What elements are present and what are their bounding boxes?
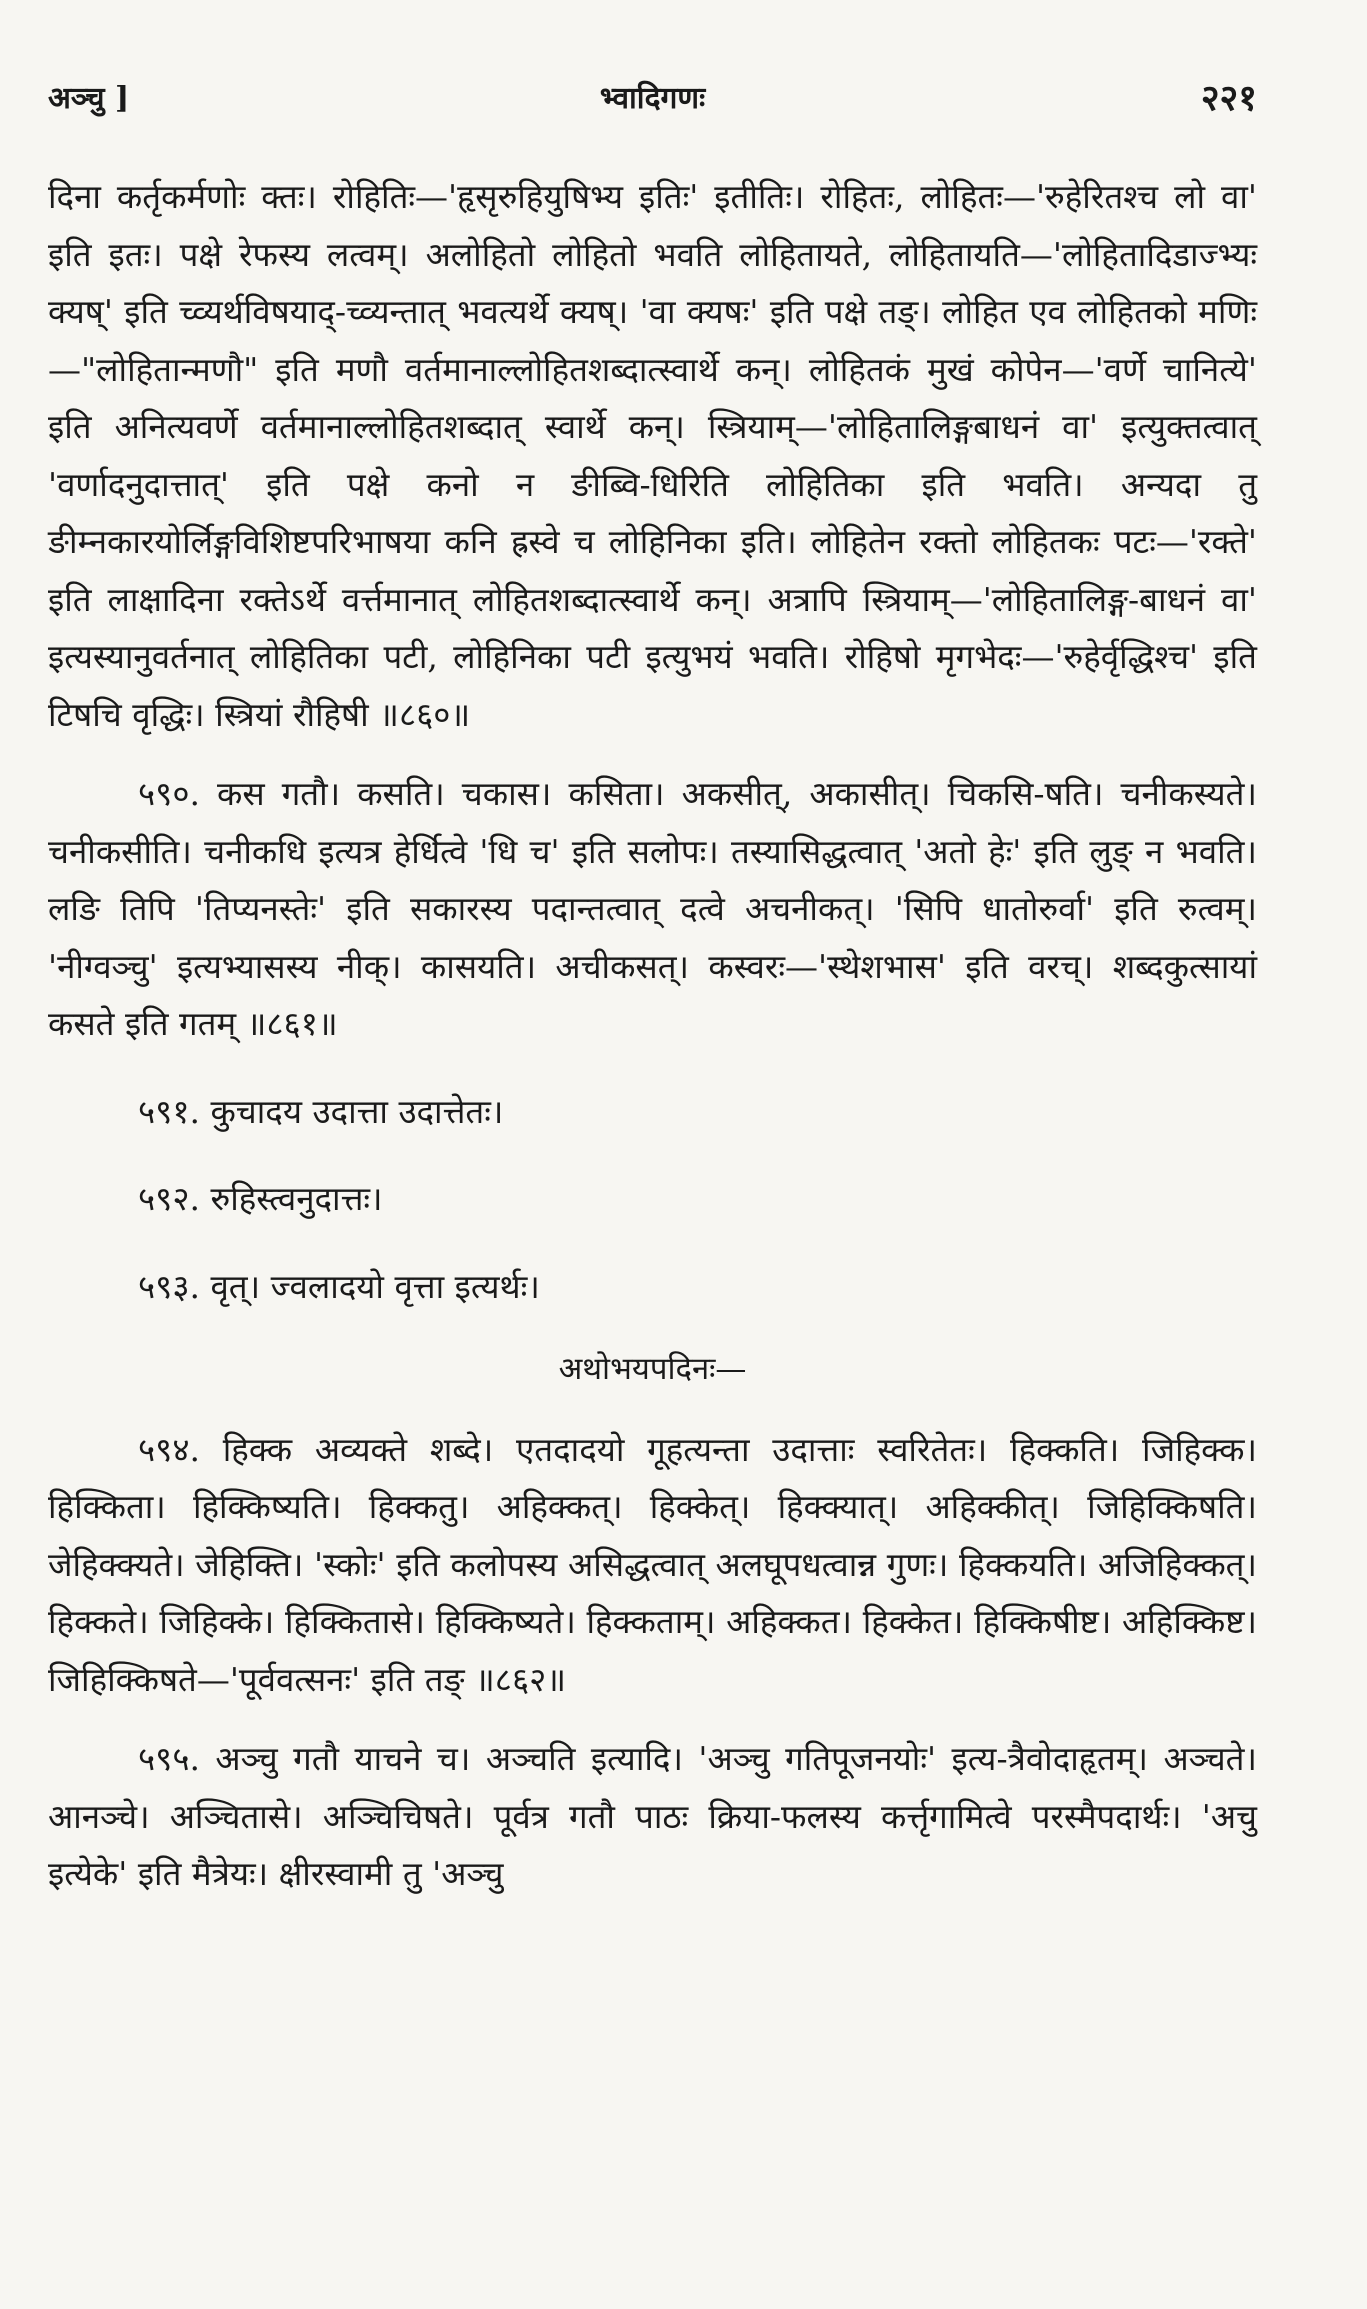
sutra-592: ५९२. रुहिस्त्वनुदात्तः। <box>138 1179 383 1218</box>
sutra-591: ५९१. कुचादय उदात्ता उदात्तेतः। <box>138 1091 504 1131</box>
paragraph-860: दिना कर्तृकर्मणोः क्तः। रोहितिः—'हृसृरुहियुषिभ्य इतिः' इतीतिः। रोहितः, लोहितः—'रुहेरितश्च लो वा' इति इतः। पक्षे रेफस्य लत्वम्। अलोहितो लोहितो भवति लोहितायते, लोहितायति—'लोहितादिडाज्भ्यः क्यष्' इति च्व्यर्थविषयाद्-च्व्यन्तात् भवत्यर्थे क्यष्। 'वा क्यषः' इति पक्षे तङ्। लोहित एव लोहितको मणिः—"लोहितान्मणौ" इति मणौ वर्तमानाल्लोहितशब्दात्स्वार्थे कन्। लोहितकं मुखं कोपेन—'वर्णे चानित्ये' इति अनित्यवर्णे वर्तमानाल्लोहितशब्दात् स्वार्थे कन्। स्त्रियाम्—'लोहितालिङ्गबाधनं वा' इत्युक्तत्वात् 'वर्णादनुदात्तात्' इति पक्षे कनो न ङीब्वि-धिरिति लोहितिका इति भवति। अन्यदा तु ङीम्नकारयोर्लिङ्गविशिष्टपरिभाषया कनि ह्रस्वे च लोहिनिका इति। लोहितेन रक्तो लोहितकः पटः—'रक्ते' इति लाक्षादिना रक्तेऽर्थे वर्त्तमानात् लोहितशब्दात्स्वार्थे कन्। अत्रापि स्त्रियाम्—'लोहितालिङ्ग-बाधनं वा' इत्यस्यानुवर्तनात् लोहितिका पटी, लोहिनिका पटी इत्युभयं भवति। रोहिषो मृगभेदः—'रुहेर्वृद्धिश्च' इति टिषचि वृद्धिः। स्त्रियां रौहिषी ॥८६०॥ <box>48 177 1257 734</box>
paragraph-861: ५९०. कस गतौ। कसति। चकास। कसिता। अकसीत्, अकासीत्। चिकसि-षति। चनीकस्यते। चनीकसीति। चनीकधि इत्यत्र हेर्धित्वे 'धि च' इति सलोपः। तस्यासिद्धत्वात् 'अतो हेः' इति लुङ् न भवति। लङि तिपि 'तिप्यनस्तेः' इति सकारस्य पदान्तत्वात् दत्वे अचनीकत्। 'सिपि धातोरुर्वा' इति रुत्वम्। 'नीग्वञ्चु' इत्यभ्यासस्य नीक्। कासयति। अचीकसत्। कस्वरः—'स्थेशभास' इति वरच्। शब्दकुत्सायां कसते इति गतम् ॥८६१॥ <box>48 774 1257 1043</box>
page-header <box>48 68 1257 128</box>
paragraph-862: ५९४. हिक्क अव्यक्ते शब्दे। एतदादयो गूहत्यन्ता उदात्ताः स्वरितेतः। हिक्कति। जिहिक्क। हिक्किता। हिक्किष्यति। हिक्कतु। अहिक्कत्। हिक्केत्। हिक्क्यात्। अहिक्कीत्। जिहिक्किषति। जेहिक्क्यते। जेहिक्ति। 'स्कोः' इति कलोपस्य असिद्धत्वात् अलघूपधत्वान्न गुणः। हिक्कयति। अजिहिक्कत्। हिक्कते। जिहिक्के। हिक्कितासे। हिक्किष्यते। हिक्कताम्। अहिक्कत। हिक्केत। हिक्किषीष्ट। अहिक्किष्ट। जिहिक्किषते—'पूर्ववत्सनः' इति तङ् ॥८६२॥ <box>48 1429 1257 1699</box>
header-title: भ्वादिगणः <box>599 81 706 116</box>
sutra-593: ५९३. वृत्। ज्वलादयो वृत्ता इत्यर्थः। <box>138 1266 540 1306</box>
page-number: २२१ <box>1200 77 1257 119</box>
section-heading: अथोभयपदिनः— <box>558 1351 747 1387</box>
paragraph-595: ५९५. अञ्चु गतौ याचने च। अञ्चति इत्यादि। 'अञ्चु गतिपूजनयोः' इत्य-त्रैवोदाहृतम्। अञ्चते। आनञ्चे। अञ्चितासे। अञ्चिचिषते। पूर्वत्र गतौ पाठः क्रिया-फलस्य कर्त्तृगामित्वे परस्मैपदार्थः। 'अचु इत्येके' इति मैत्रेयः। क्षीरस्वामी तु 'अञ्चु <box>48 1739 1257 1893</box>
page-body <box>48 168 1257 1903</box>
header-left-text: अञ्चु ] <box>48 81 130 116</box>
